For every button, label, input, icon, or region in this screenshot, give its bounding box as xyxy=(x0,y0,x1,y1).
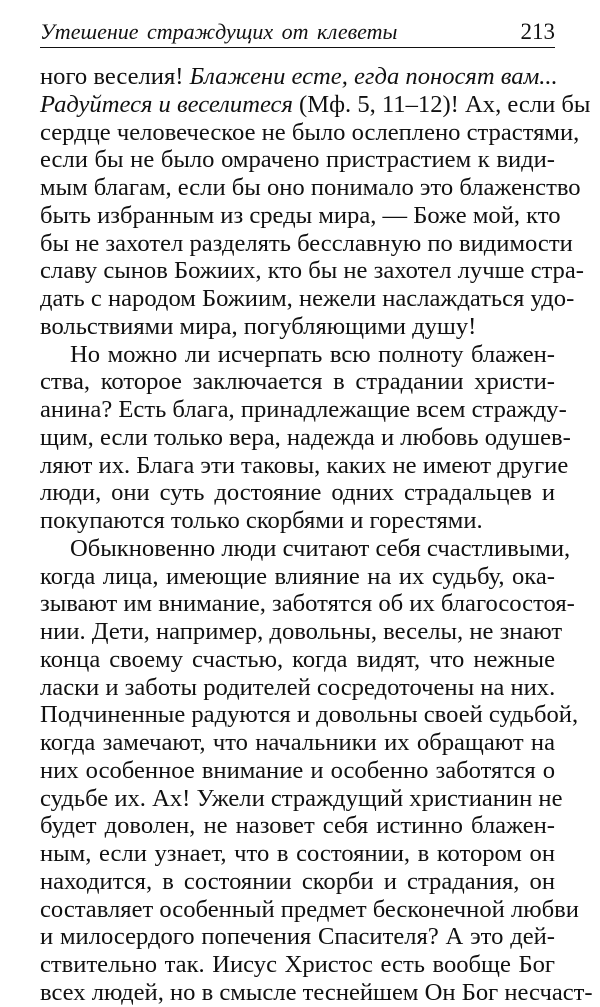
text-run: находится, в состоянии скорби и страдания, он xyxy=(40,867,555,895)
running-head xyxy=(40,16,555,48)
text-run: когда лица, имеющие влияние на их судьбу, ока- xyxy=(40,562,555,590)
text-line xyxy=(40,674,555,702)
text-line xyxy=(40,812,555,840)
text-line xyxy=(40,895,579,924)
text-run: ляют их. Блага эти таковы, каких не имеют другие xyxy=(40,451,569,479)
text-run: судьбе их. Ах! Ужели страждущий христианин не xyxy=(40,784,563,812)
text-run: дать с народом Божиим, нежели наслаждаться удо- xyxy=(40,285,575,312)
text-line xyxy=(40,63,558,91)
text-line xyxy=(40,257,584,285)
text-line xyxy=(40,784,563,813)
text-line xyxy=(40,534,571,563)
running-title: Утешение страждущих от клеветы xyxy=(40,19,398,44)
text-line xyxy=(40,646,555,674)
text-line xyxy=(40,451,569,480)
text-run: Но можно ли исчерпать всю полноту блажен- xyxy=(70,340,555,368)
text-line xyxy=(40,563,555,591)
paragraph xyxy=(40,340,571,535)
text-line xyxy=(40,341,555,369)
text-line xyxy=(40,396,567,424)
text-run: ствительно так. Иисус Христос есть вообще Бог xyxy=(40,951,555,978)
text-run: будет доволен, не назовет себя истинно блажен- xyxy=(40,812,555,840)
text-line xyxy=(40,118,580,147)
text-run: бы не захотел разделять бесславную по видимости xyxy=(40,229,573,257)
page-number: 213 xyxy=(520,19,555,44)
text-line xyxy=(40,840,555,868)
text-run: зывают им внимание, заботятся об их благосостоя- xyxy=(40,590,575,618)
scripture-quote: Блажени есте, егда поносят вам... xyxy=(189,63,558,90)
text-run: вольствиями мира, погубляющими душу! xyxy=(40,312,477,340)
text-line xyxy=(40,313,555,341)
text-line xyxy=(40,285,575,313)
text-line xyxy=(40,951,555,979)
text-line xyxy=(40,757,555,785)
text-line xyxy=(40,701,579,729)
text-run: и милосердого попечения Спасителя? А это дей- xyxy=(40,923,555,951)
text-line xyxy=(40,868,555,896)
text-run: люди, они суть достояние одних страдальцев и xyxy=(40,479,555,507)
text-run: конца своему счастью, когда видят, что нежные xyxy=(40,645,555,673)
text-run: Подчиненные радуются и довольны своей судьбой, xyxy=(40,701,579,729)
text-line xyxy=(40,590,575,618)
text-line xyxy=(40,229,573,258)
paragraph xyxy=(40,63,591,341)
text-line xyxy=(40,923,555,951)
text-run: покупаются только скорбями и горестями. xyxy=(40,507,483,534)
text-line xyxy=(40,368,555,396)
text-run: ства, которое заключается в страдании христи- xyxy=(40,368,555,396)
text-run: мым благам, если бы оно понимало это блаженство xyxy=(40,174,581,201)
text-line xyxy=(40,479,555,507)
text-line xyxy=(40,174,581,202)
text-run: всех людей, но в смысле теснейшем Он Бог несчаст- xyxy=(40,978,593,1006)
text-run: составляет особенный предмет бесконечной любви xyxy=(40,895,579,923)
text-run: щим, если только вера, надежда и любовь одушев- xyxy=(40,423,571,451)
text-line xyxy=(40,618,563,646)
text-run: когда замечают, что начальники их обращают на xyxy=(40,729,555,756)
text-line xyxy=(40,507,555,535)
text-run: славу сынов Божиих, кто бы не захотел лучше стра- xyxy=(40,257,584,285)
text-run: Обыкновенно люди считают себя счастливыми, xyxy=(70,534,571,562)
text-run: ного веселия! xyxy=(40,63,190,90)
body-text xyxy=(40,63,593,1007)
text-run: если бы не было омрачено пристрастием к види- xyxy=(40,146,555,174)
text-line xyxy=(40,201,561,230)
text-run: них особенное внимание и особенно заботятся о xyxy=(40,756,555,784)
text-run: анина? Есть блага, принадлежащие всем стражду- xyxy=(40,396,567,423)
text-run: (Мф. 5, 11–12)! Ах, если бы xyxy=(292,90,591,118)
text-line xyxy=(40,90,591,119)
text-line xyxy=(40,423,571,452)
text-run: ным, если узнает, что в состоянии, в котором он xyxy=(40,840,555,867)
scripture-quote: Радуйтеся и веселитеся xyxy=(40,90,293,118)
text-run: сердце человеческое не было ослеплено страстями, xyxy=(40,118,580,146)
text-run: ласки и заботы родителей сосредоточены на них. xyxy=(40,673,556,701)
text-line xyxy=(40,146,555,174)
paragraph xyxy=(40,534,593,1007)
text-line xyxy=(40,978,593,1007)
text-run: быть избранным из среды мира, — Боже мой, кто xyxy=(40,201,561,229)
text-run: нии. Дети, например, довольны, веселы, не знают xyxy=(40,618,563,645)
text-line xyxy=(40,729,555,757)
